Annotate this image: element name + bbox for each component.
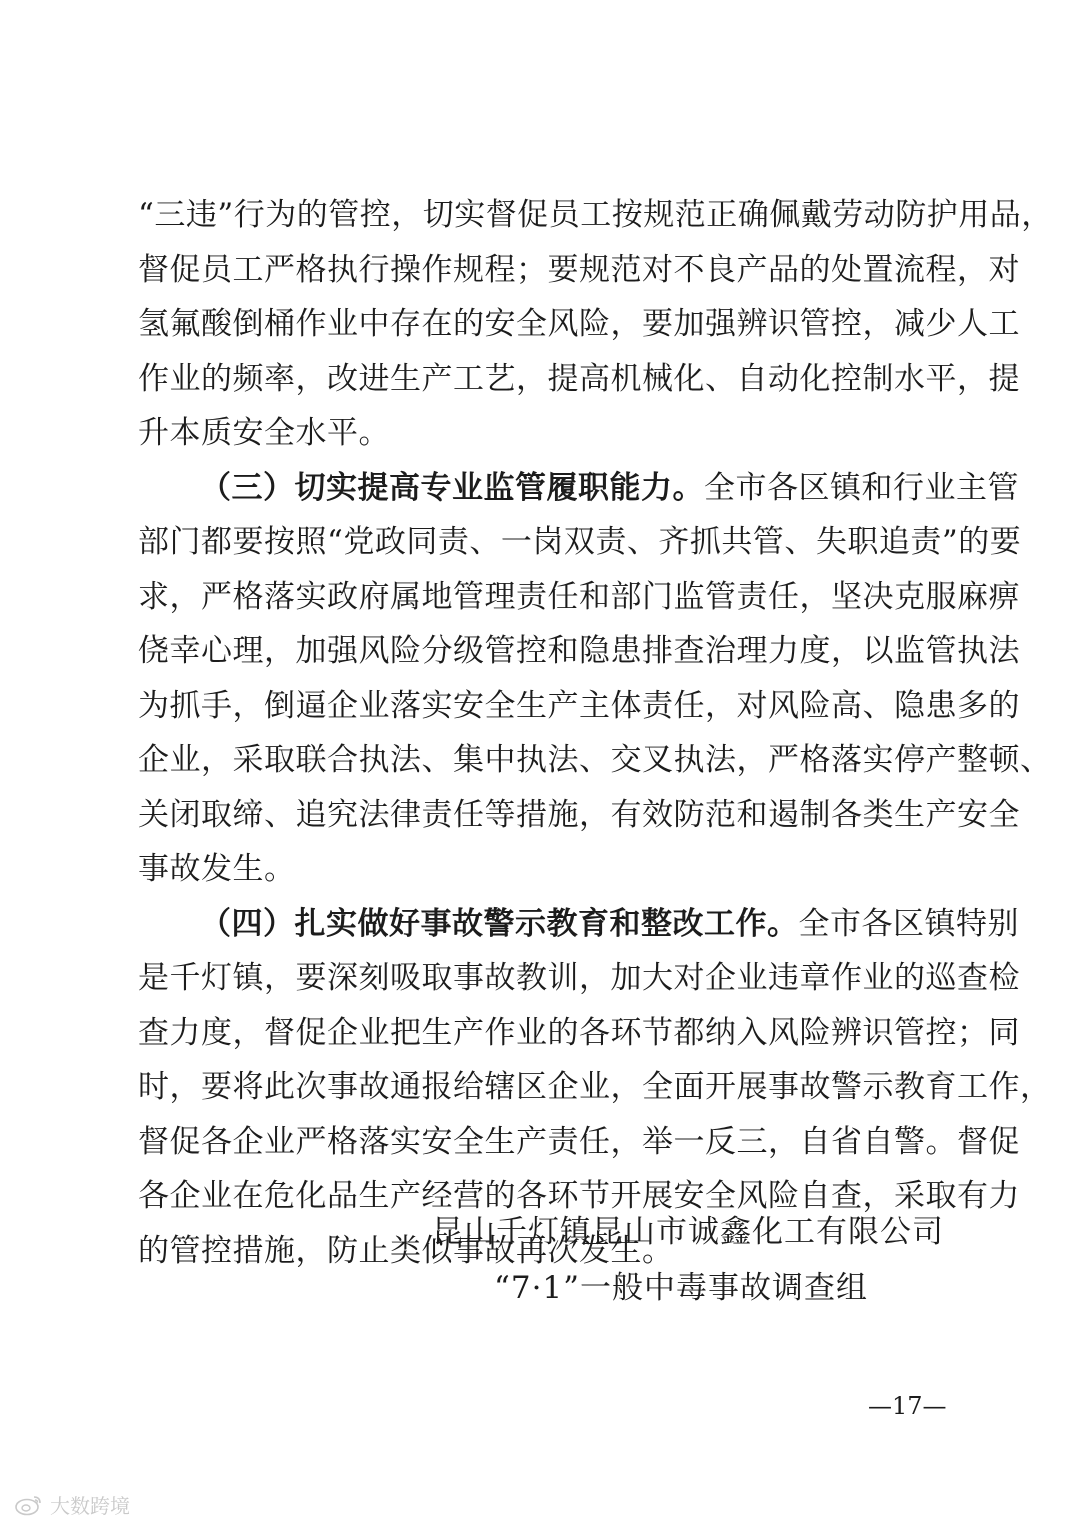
- paragraph-2-line-7: 关闭取缔、追究法律责任等措施，有效防范和遏制各类生产安全: [138, 796, 1020, 833]
- weibo-logo-icon: [14, 1494, 44, 1516]
- paragraph-2-line-1-text: 全市各区镇和行业主管: [704, 469, 1019, 506]
- paragraph-2-line-5: 为抓手，倒逼企业落实安全生产主体责任，对风险高、隐患多的: [138, 687, 1020, 724]
- paragraph-2-line-3: 求，严格落实政府属地管理责任和部门监管责任，坚决克服麻痹: [138, 578, 1020, 615]
- paragraph-3-line-2: 是千灯镇，要深刻吸取事故教训，加大对企业违章作业的巡查检: [138, 960, 1020, 996]
- paragraph-2-line-8: 事故发生。: [138, 851, 296, 887]
- paragraph-1-line-4: 作业的频率，改进生产工艺，提高机械化、自动化控制水平，提: [138, 360, 1020, 397]
- document-body: [138, 188, 1053, 1278]
- paragraph-3-line-6: 各企业在危化品生产经营的各环节开展安全风险自查，采取有力: [138, 1178, 1020, 1214]
- paragraph-3-line-5: 督促各企业严格落实安全生产责任，举一反三，自省自警。督促: [138, 1123, 1020, 1160]
- paragraph-3-line-1: [138, 897, 1019, 952]
- watermark: [14, 1490, 130, 1519]
- paragraph-2-line-2: 部门都要按照“党政同责、一岗双责、齐抓共管、失职追责”的要: [138, 524, 1022, 560]
- paragraph-1-line-3: 氢氟酸倒桶作业中存在的安全风险，要加强辨识管控，减少人工: [138, 306, 1020, 342]
- watermark-text: 大数跨境: [50, 1494, 130, 1518]
- paragraph-1-line-2: 督促员工严格执行操作规程；要规范对不良产品的处置流程，对: [138, 251, 1020, 288]
- paragraph-2-line-6: 企业，采取联合执法、集中执法、交叉执法，严格落实停产整顿、: [138, 742, 1052, 778]
- page-number: —17—: [868, 1392, 947, 1420]
- paragraph-2-line-1: [138, 461, 1019, 516]
- paragraph-2-line-4: 侥幸心理，加强风险分级管控和隐患排查治理力度，以监管执法: [138, 633, 1020, 669]
- paragraph-3-line-3: 查力度，督促企业把生产作业的各环节都纳入风险辨识管控；同: [138, 1014, 1020, 1051]
- signature-investigation-group: “7·1”一般中毒事故调查组: [494, 1270, 868, 1306]
- signature-organization: 昆山千灯镇昆山市诚鑫化工有限公司: [432, 1214, 944, 1250]
- section-4-heading: （四）扎实做好事故警示教育和整改工作。: [200, 905, 799, 942]
- paragraph-3-line-1-text: 全市各区镇特别: [798, 905, 1019, 942]
- paragraph-3-line-4: 时，要将此次事故通报给辖区企业，全面开展事故警示教育工作，: [138, 1069, 1052, 1105]
- paragraph-1-line-5: 升本质安全水平。: [138, 415, 390, 451]
- paragraph-3-line-7: 的管控措施，防止类似事故再次发生。: [138, 1232, 674, 1269]
- paragraph-1-line-1: “三违”行为的管控，切实督促员工按规范正确佩戴劳动防护用品，: [138, 197, 1053, 233]
- section-3-heading: （三）切实提高专业监管履职能力。: [200, 469, 704, 506]
